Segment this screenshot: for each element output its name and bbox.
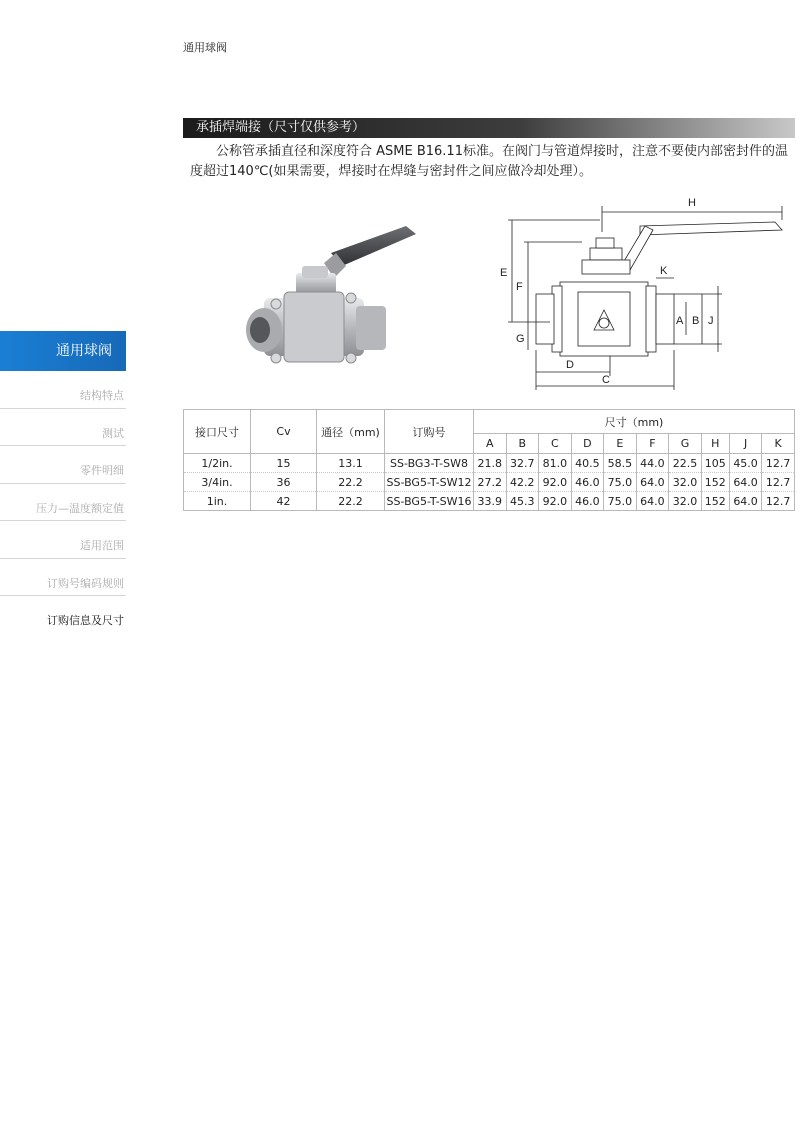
cell-cv: 42 <box>251 492 317 511</box>
dim-label-f: F <box>516 281 523 293</box>
dim-label-g: G <box>516 333 525 345</box>
col-header-dim-b: B <box>506 434 539 454</box>
col-header-dim-e: E <box>604 434 637 454</box>
cell-dim: 81.0 <box>539 454 572 473</box>
table-row <box>184 492 795 511</box>
col-header-order: 订购号 <box>385 410 474 454</box>
sidebar-item-ordering-info[interactable]: 订购信息及尺寸 <box>47 614 124 627</box>
cell-dim: 152 <box>701 492 729 511</box>
col-header-dims: 尺寸（mm) <box>474 410 795 434</box>
cell-size: 1/2in. <box>184 454 251 473</box>
cell-dim: 152 <box>701 473 729 492</box>
dimension-drawing <box>490 190 795 395</box>
dim-label-b: B <box>692 315 700 327</box>
dim-label-a: A <box>676 315 684 327</box>
col-header-dim-k: K <box>762 434 795 454</box>
cell-order: SS-BG5-T-SW16 <box>385 492 474 511</box>
cell-dim: 12.7 <box>762 473 795 492</box>
cell-dim: 92.0 <box>539 473 572 492</box>
cell-dim: 46.0 <box>571 473 604 492</box>
table-row <box>184 473 795 492</box>
dim-label-c: C <box>602 374 610 386</box>
col-header-dim-d: D <box>571 434 604 454</box>
cell-dim: 64.0 <box>636 473 669 492</box>
dim-label-j: J <box>708 315 714 327</box>
cell-dim: 46.0 <box>571 492 604 511</box>
cell-dim: 40.5 <box>571 454 604 473</box>
cell-dim: 42.2 <box>506 473 539 492</box>
cell-dim: 75.0 <box>604 492 637 511</box>
sidebar-nav <box>0 331 126 634</box>
cell-dim: 45.0 <box>729 454 762 473</box>
cell-order: SS-BG3-T-SW8 <box>385 454 474 473</box>
cell-dim: 21.8 <box>474 454 507 473</box>
cell-cv: 36 <box>251 473 317 492</box>
cell-dim: 32.0 <box>669 473 702 492</box>
page-header-title: 通用球阀 <box>183 41 227 54</box>
spec-table <box>183 409 795 511</box>
col-header-dim-c: C <box>539 434 572 454</box>
col-header-dim-g: G <box>669 434 702 454</box>
cell-dim: 32.7 <box>506 454 539 473</box>
cell-order: SS-BG5-T-SW12 <box>385 473 474 492</box>
cell-dim: 75.0 <box>604 473 637 492</box>
dim-label-e: E <box>500 267 508 279</box>
cell-size: 3/4in. <box>184 473 251 492</box>
ball-valve-photo <box>236 218 426 388</box>
cell-bore: 22.2 <box>317 492 385 511</box>
section-description: 公称管承插直径和深度符合 ASME B16.11标准。在阀门与管道焊接时，注意不要使内部密封件的温度超过140℃(如果需要，焊接时在焊缝与密封件之间应做冷却处理）。 <box>190 144 788 179</box>
cell-dim: 33.9 <box>474 492 507 511</box>
col-header-dim-h: H <box>701 434 729 454</box>
cell-dim: 45.3 <box>506 492 539 511</box>
cell-dim: 12.7 <box>762 492 795 511</box>
cell-dim: 27.2 <box>474 473 507 492</box>
sidebar-item-ordering-rules[interactable]: 订购号编码规则 <box>0 559 126 597</box>
cell-dim: 105 <box>701 454 729 473</box>
cell-dim: 44.0 <box>636 454 669 473</box>
cell-dim: 22.5 <box>669 454 702 473</box>
cell-size: 1in. <box>184 492 251 511</box>
cell-dim: 92.0 <box>539 492 572 511</box>
cell-cv: 15 <box>251 454 317 473</box>
sidebar-item-applications[interactable]: 适用范围 <box>0 521 126 559</box>
cell-dim: 64.0 <box>729 473 762 492</box>
col-header-size: 接口尺寸 <box>184 410 251 454</box>
sidebar-active-category[interactable]: 通用球阀 <box>0 331 126 371</box>
cell-bore: 13.1 <box>317 454 385 473</box>
sidebar-item-pressure-temp[interactable]: 压力—温度额定值 <box>0 484 126 522</box>
cell-bore: 22.2 <box>317 473 385 492</box>
cell-dim: 32.0 <box>669 492 702 511</box>
cell-dim: 64.0 <box>636 492 669 511</box>
col-header-dim-j: J <box>729 434 762 454</box>
col-header-bore: 通径（mm) <box>317 410 385 454</box>
cell-dim: 64.0 <box>729 492 762 511</box>
sidebar-item-parts[interactable]: 零件明细 <box>0 446 126 484</box>
table-row <box>184 454 795 473</box>
sidebar-item-structure[interactable]: 结构特点 <box>0 371 126 409</box>
dim-label-h: H <box>688 197 696 209</box>
col-header-dim-a: A <box>474 434 507 454</box>
sidebar-item-testing[interactable]: 测试 <box>0 409 126 447</box>
dim-label-d: D <box>566 359 574 371</box>
dim-label-k: K <box>660 265 668 277</box>
col-header-dim-f: F <box>636 434 669 454</box>
cell-dim: 12.7 <box>762 454 795 473</box>
section-title: 承插焊端接（尺寸仅供参考） <box>196 120 366 135</box>
cell-dim: 58.5 <box>604 454 637 473</box>
col-header-cv: Cv <box>251 410 317 454</box>
